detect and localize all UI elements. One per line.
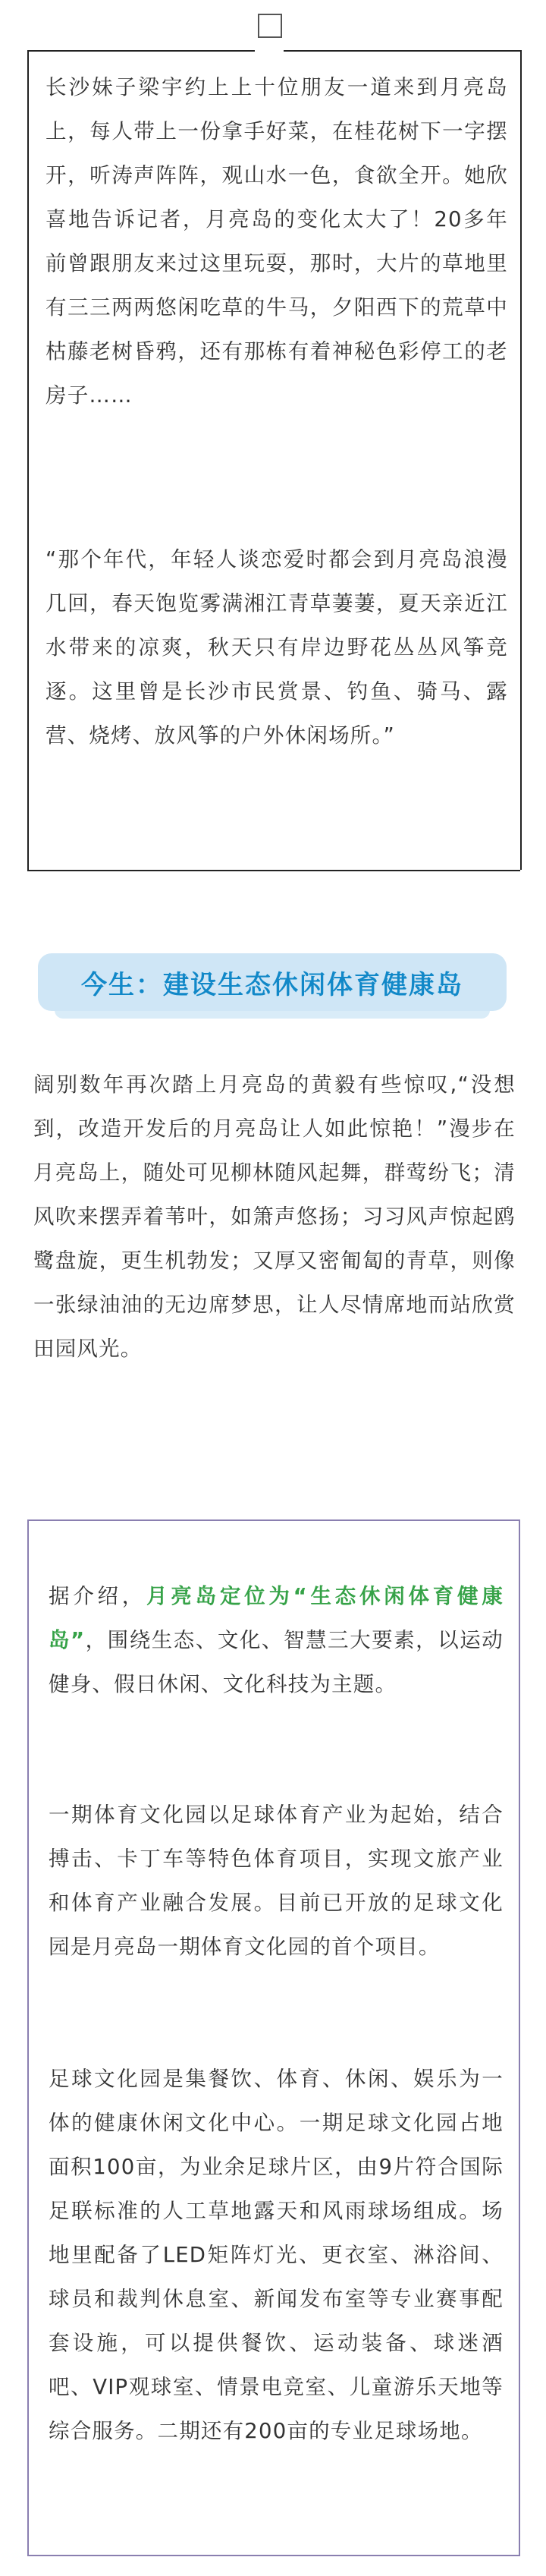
intro-highlight: 月亮岛定位为“生态休闲体育健康岛” <box>49 1584 504 1652</box>
section3-intro-paragraph <box>49 1574 504 1706</box>
section1-paragraph1: 长沙妹子梁宇约上上十位朋友一道来到月亮岛上，每人带上一份拿手好菜，在桂花树下一字摆开，听涛声阵阵，观山水一色，食欲全开。她欣喜地告诉记者，月亮岛的变化太大了！20多年前曾跟朋友来过这里玩耍，那时，大片的草地里有三三两两悠闲吃草的牛马，夕阳西下的荒草中枯藤老树昏鸦，还有那栋有着神秘色彩停工的老房子…… <box>46 75 508 408</box>
section1-bottom-rule <box>27 870 520 871</box>
banner-title: 今生：建设生态休闲体育健康岛 <box>81 969 463 1000</box>
section2-paragraph1: 阔别数年再次踏上月亮岛的黄毅有些惊叹,“没想到，改造开发后的月亮岛让人如此惊艳！”漫步在月亮岛上，随处可见柳林随风起舞，群莺纷飞；清风吹来摆弄着苇叶，如箫声悠扬；习习风声惊起鸥鹭盘旋，更生机勃发；又厚又密匍匐的青草，则像一张绿油油的无边席梦思，让人尽情席地而站欣赏田园风光。 <box>33 1072 516 1361</box>
intro-suffix: ，围绕生态、文化、智慧三大要素，以运动健身、假日休闲、文化科技为主题。 <box>49 1628 504 1696</box>
square-icon <box>258 14 282 38</box>
section3-paragraph2: 一期体育文化园以足球体育产业为起始，结合搏击、卡丁车等特色体育项目，实现文旅产业和体育产业融合发展。目前已开放的足球文化园是月亮岛一期体育文化园的首个项目。 <box>49 1803 504 1959</box>
section3-top-rule <box>27 1519 520 1521</box>
section3-left-border <box>27 1519 29 2556</box>
intro-prefix: 据介绍， <box>49 1584 147 1608</box>
section-heading-banner <box>38 953 507 1011</box>
section1-paragraph2: “那个年代，年轻人谈恋爱时都会到月亮岛浪漫几回，春天饱览雾满湘江青草萋萋，夏天亲近江水带来的凉爽，秋天只有岸边野花丛丛风筝竞逐。这里曾是长沙市民赏景、钓鱼、骑马、露营、烧烤、放风筝的户外休闲场所。” <box>46 547 508 748</box>
section3-paragraph3: 足球文化园是集餐饮、体育、休闲、娱乐为一体的健康休闲文化中心。一期足球文化园占地面积100亩，为业余足球片区，由9片符合国际足联标准的人工草地露天和风雨球场组成。场地里配备了LED矩阵灯光、更衣室、淋浴间、球员和裁判休息室、新闻发布室等专业赛事配套设施，可以提供餐饮、运动装备、球迷酒吧、VIP观球室、情景电竞室、儿童游乐天地等综合服务。二期还有200亩的专业足球场地。 <box>49 2067 504 2443</box>
section3-bottom-rule <box>27 2555 520 2556</box>
section3-right-border <box>519 1519 520 2556</box>
